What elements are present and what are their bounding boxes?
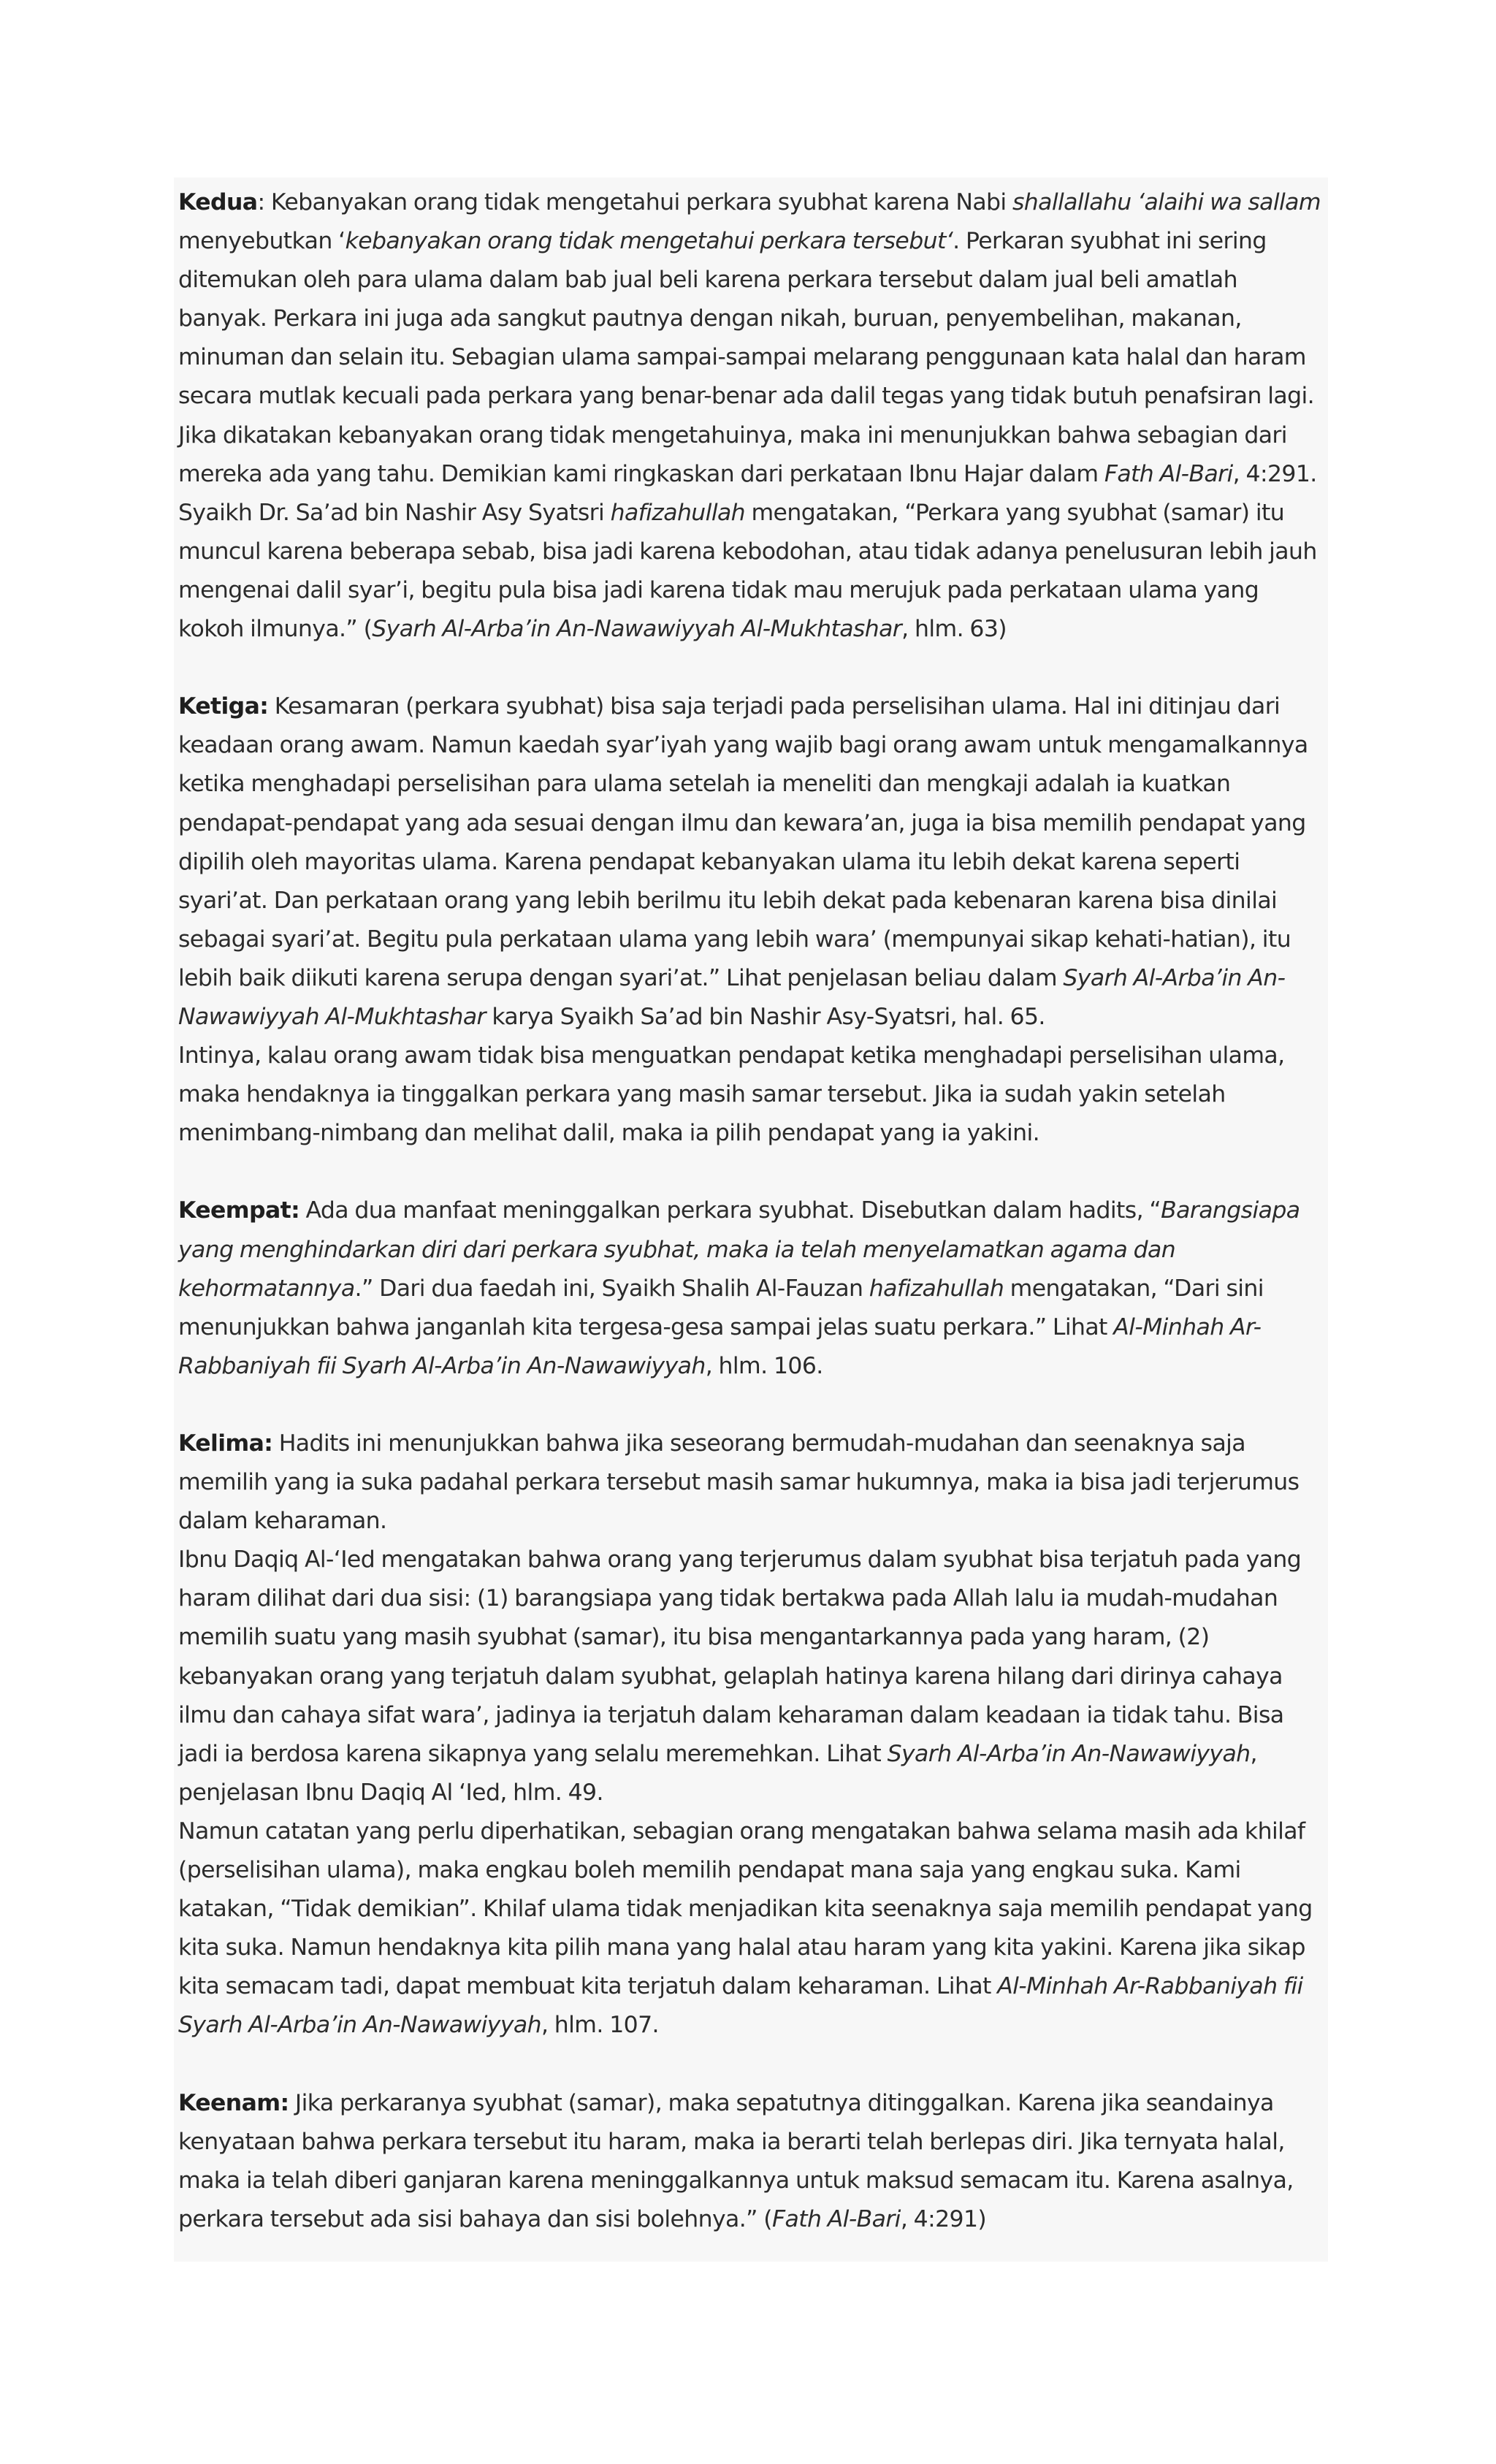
paragraph-keempat: Keempat: Ada dua manfaat meninggalkan perkara syubhat. Disebutkan dalam hadits, “Barangsiapa yang menghindarkan diri dari perkara syubhat, maka ia telah menyelamatkan agama dan kehormatannya.” Dari dua faedah ini, Syaikh Shalih Al-Fauzan hafizahullah mengatakan, “Dari sini menunjukkan bahwa janganlah kita tergesa-gesa sampai jelas suatu perkara.” Lihat Al-Minhah Ar-Rabbaniyah fii Syarh Al-Arba’in An-Nawawiyyah, hlm. 106. (178, 1197, 1300, 1379)
paragraph-ketiga: Ketiga: Kesamaran (perkara syubhat) bisa saja terjadi pada perselisihan ulama. Hal ini ditinjau dari keadaan orang awam. Namun kaedah syar’iyah yang wajib bagi orang awam untuk mengamalkannya ketika menghadapi perselisihan para ulama setelah ia meneliti dan mengkaji adalah ia kuatkan pendapat-pendapat yang ada sesuai dengan ilmu dan kewara’an, juga ia bisa memilih pendapat yang dipilih oleh mayoritas ulama. Karena pendapat kebanyakan ulama itu lebih dekat karena seperti syari’at. Dan perkataan orang yang lebih berilmu itu lebih dekat pada kebenaran karena bisa dinilai sebagai syari’at. Begitu pula perkataan ulama yang lebih wara’ (mempunyai sikap kehati-hatian), itu lebih baik diikuti karena serupa dengan syari’at.” Lihat penjelasan beliau dalam Syarh Al-Arba’in An-Nawawiyyah Al-Mukhtashar karya Syaikh Sa’ad bin Nashir Asy-Syatsri, hal. 65. (178, 693, 1308, 1030)
paragraph-ketiga-summary: Intinya, kalau orang awam tidak bisa menguatkan pendapat ketika menghadapi perselisihan ulama, maka hendaknya ia tinggalkan perkara yang masih samar tersebut. Jika ia sudah yakin setelah menimbang-nimbang dan melihat dalil, maka ia pilih pendapat yang ia yakini. (178, 1042, 1285, 1147)
article-content (174, 178, 1328, 2262)
citation-title: Al-Minhah Ar-Rabbaniyah fii Syarh Al-Arba’in An-Nawawiyyah (178, 1973, 1303, 2039)
paragraph-kelima-ibnu-daqiq: Ibnu Daqiq Al-‘Ied mengatakan bahwa orang yang terjerumus dalam syubhat bisa terjatuh pada yang haram dilihat dari dua sisi: (1) barangsiapa yang tidak bertakwa pada Allah lalu ia mudah-mudahan memilih suatu yang masih syubhat (samar), itu bisa mengantarkannya pada yang haram, (2) kebanyakan orang yang terjatuh dalam syubhat, gelaplah hatinya karena hilang dari dirinya cahaya ilmu dan cahaya sifat wara’, jadinya ia terjatuh dalam keharaman dalam keadaan ia tidak tahu. Bisa jadi ia berdosa karena sikapnya yang selalu meremehkan. Lihat Syarh Al-Arba’in An-Nawawiyyah, penjelasan Ibnu Daqiq Al ‘Ied, hlm. 49. (178, 1546, 1302, 1806)
paragraph-kedua-quote: Syaikh Dr. Sa’ad bin Nashir Asy Syatsri hafizahullah mengatakan, “Perkara yang syubhat (samar) itu muncul karena beberapa sebab, bisa jadi karena kebodohan, atau tidak adanya penelusuran lebih jauh mengenai dalil syar’i, begitu pula bisa jadi karena tidak mau merujuk pada perkataan ulama yang kokoh ilmunya.” (Syarh Al-Arba’in An-Nawawiyyah Al-Mukhtashar, hlm. 63) (178, 499, 1317, 643)
hadith-quote: Barangsiapa yang menghindarkan diri dari perkara syubhat, maka ia telah menyelamatkan agama dan kehormatannya (178, 1197, 1300, 1302)
citation-title: Al-Minhah Ar-Rabbaniyah fii Syarh Al-Arba’in An-Nawawiyyah (178, 1313, 1262, 1379)
paragraph-kedua: Kedua: Kebanyakan orang tidak mengetahui perkara syubhat karena Nabi shallallahu ‘alaihi wa sallam menyebutkan ‘kebanyakan orang tidak mengetahui perkara tersebut‘. Perkaran syubhat ini sering ditemukan oleh para ulama dalam bab jual beli karena perkara tersebut dalam jual beli amatlah banyak. Perkara ini juga ada sangkut pautnya dengan nikah, buruan, penyembelihan, makanan, minuman dan selain itu. Sebagian ulama sampai-sampai melarang penggunaan kata halal dan haram secara mutlak kecuali pada perkara yang benar-benar ada dalil tegas yang tidak butuh penafsiran lagi. Jika dikatakan kebanyakan orang tidak mengetahuinya, maka ini menunjukkan bahwa sebagian dari mereka ada yang tahu. Demikian kami ringkaskan dari perkataan Ibnu Hajar dalam Fath Al-Bari, 4:291. (178, 189, 1321, 487)
citation-title: Fath Al-Bari (771, 2205, 901, 2232)
point-label: Kelima: (178, 1430, 273, 1457)
point-label: Keenam: (178, 2089, 289, 2116)
paragraph-gap (178, 1386, 1324, 1424)
point-label: Ketiga: (178, 693, 269, 720)
paragraph-gap (178, 1153, 1324, 1191)
paragraph-gap (178, 2045, 1324, 2084)
point-label: Keempat: (178, 1197, 300, 1224)
point-label: Kedua (178, 189, 258, 215)
citation-title: Syarh Al-Arba’in An-Nawawiyyah Al-Mukhtashar (372, 616, 902, 643)
paragraph-kelima: Kelima: Hadits ini menunjukkan bahwa jika seseorang bermudah-mudahan dan seenaknya saja memilih yang ia suka padahal perkara tersebut masih samar hukumnya, maka ia bisa jadi terjerumus dalam keharaman. (178, 1430, 1300, 1535)
paragraph-kelima-note: Namun catatan yang perlu diperhatikan, sebagian orang mengatakan bahwa selama masih ada khilaf (perselisihan ulama), maka engkau boleh memilih pendapat mana saja yang engkau suka. Kami katakan, “Tidak demikian”. Khilaf ulama tidak menjadikan kita seenaknya saja memilih pendapat yang kita suka. Namun hendaknya kita pilih mana yang halal atau haram yang kita yakini. Karena jika sikap kita semacam tadi, dapat membuat kita terjatuh dalam keharaman. Lihat Al-Minhah Ar-Rabbaniyah fii Syarh Al-Arba’in An-Nawawiyyah, hlm. 107. (178, 1818, 1313, 2039)
citation-title: Syarh Al-Arba’in An-Nawawiyyah (887, 1740, 1251, 1767)
paragraph-gap (178, 649, 1324, 687)
citation-title: Fath Al-Bari (1104, 460, 1233, 487)
paragraph-keenam: Keenam: Jika perkaranya syubhat (samar), maka sepatutnya ditinggalkan. Karena jika seandainya kenyataan bahwa perkara tersebut itu haram, maka ia berarti telah berlepas diri. Jika ternyata halal, maka ia telah diberi ganjaran karena meninggalkannya untuk maksud semacam itu. Karena asalnya, perkara tersebut ada sisi bahaya dan sisi bolehnya.” (Fath Al-Bari, 4:291) (178, 2089, 1294, 2232)
citation-title: Syarh Al-Arba’in An-Nawawiyyah Al-Mukhtashar (178, 964, 1286, 1030)
